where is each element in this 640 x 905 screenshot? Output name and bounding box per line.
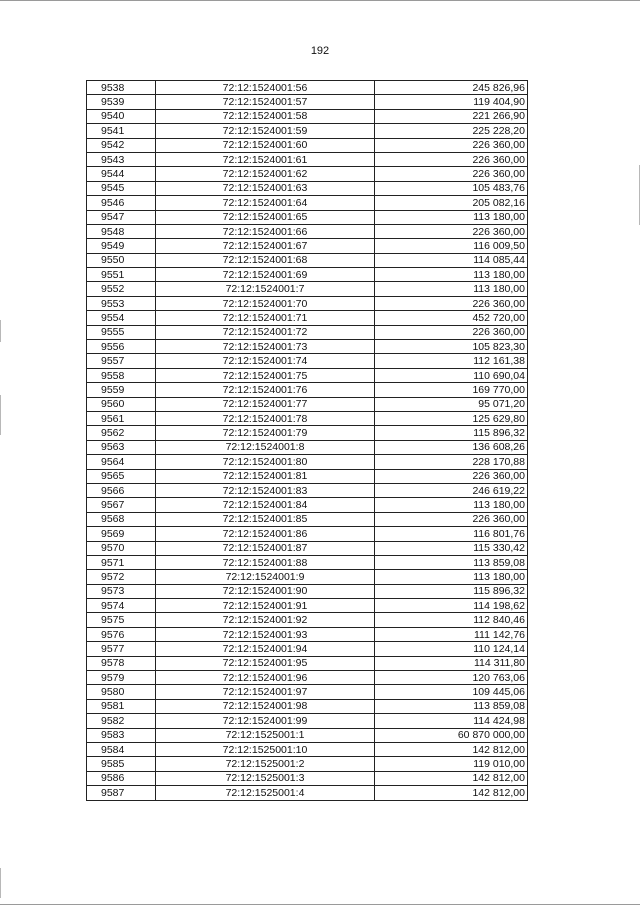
cadastral-number-cell: 72:12:1524001:84 xyxy=(156,498,375,512)
cadastral-number-cell: 72:12:1525001:10 xyxy=(156,742,375,756)
table-row xyxy=(87,95,528,109)
amount-cell: 125 629,80 xyxy=(375,411,528,425)
table-row xyxy=(87,498,528,512)
table-row xyxy=(87,714,528,728)
amount-cell: 246 619,22 xyxy=(375,483,528,497)
amount-cell: 113 859,08 xyxy=(375,699,528,713)
table-row xyxy=(87,757,528,771)
amount-cell: 113 859,08 xyxy=(375,555,528,569)
cadastral-number-cell: 72:12:1524001:92 xyxy=(156,613,375,627)
row-number-cell: 9549 xyxy=(87,239,156,253)
cadastral-number-cell: 72:12:1524001:81 xyxy=(156,469,375,483)
page-number: 192 xyxy=(310,45,330,57)
scan-mark-left xyxy=(0,868,1,898)
cadastral-number-cell: 72:12:1524001:86 xyxy=(156,527,375,541)
amount-cell: 115 896,32 xyxy=(375,426,528,440)
cadastral-number-cell: 72:12:1524001:96 xyxy=(156,671,375,685)
table-row xyxy=(87,138,528,152)
amount-cell: 226 360,00 xyxy=(375,296,528,310)
row-number-cell: 9551 xyxy=(87,268,156,282)
row-number-cell: 9540 xyxy=(87,109,156,123)
cadastral-number-cell: 72:12:1524001:69 xyxy=(156,268,375,282)
row-number-cell: 9577 xyxy=(87,642,156,656)
row-number-cell: 9543 xyxy=(87,152,156,166)
scan-mark-left xyxy=(0,395,1,435)
table-row xyxy=(87,613,528,627)
cadastral-number-cell: 72:12:1524001:93 xyxy=(156,627,375,641)
row-number-cell: 9581 xyxy=(87,699,156,713)
cadastral-number-cell: 72:12:1524001:67 xyxy=(156,239,375,253)
amount-cell: 112 840,46 xyxy=(375,613,528,627)
table-row xyxy=(87,483,528,497)
table-row xyxy=(87,771,528,785)
row-number-cell: 9572 xyxy=(87,570,156,584)
row-number-cell: 9586 xyxy=(87,771,156,785)
cadastral-number-cell: 72:12:1524001:56 xyxy=(156,81,375,95)
row-number-cell: 9542 xyxy=(87,138,156,152)
amount-cell: 105 483,76 xyxy=(375,181,528,195)
cadastral-number-cell: 72:12:1524001:73 xyxy=(156,340,375,354)
table-row xyxy=(87,728,528,742)
amount-cell: 226 360,00 xyxy=(375,167,528,181)
table-row xyxy=(87,527,528,541)
table-row xyxy=(87,455,528,469)
row-number-cell: 9560 xyxy=(87,397,156,411)
table-row xyxy=(87,81,528,95)
amount-cell: 111 142,76 xyxy=(375,627,528,641)
amount-cell: 228 170,88 xyxy=(375,455,528,469)
table-row xyxy=(87,239,528,253)
amount-cell: 114 198,62 xyxy=(375,599,528,613)
scan-edge-top xyxy=(0,0,640,1)
cadastral-number-cell: 72:12:1524001:88 xyxy=(156,555,375,569)
amount-cell: 114 085,44 xyxy=(375,253,528,267)
cadastral-number-cell: 72:12:1524001:59 xyxy=(156,124,375,138)
table-row xyxy=(87,671,528,685)
amount-cell: 221 266,90 xyxy=(375,109,528,123)
cadastral-number-cell: 72:12:1524001:91 xyxy=(156,599,375,613)
row-number-cell: 9553 xyxy=(87,296,156,310)
row-number-cell: 9566 xyxy=(87,483,156,497)
table-row xyxy=(87,786,528,800)
amount-cell: 113 180,00 xyxy=(375,570,528,584)
table-row xyxy=(87,340,528,354)
row-number-cell: 9555 xyxy=(87,325,156,339)
row-number-cell: 9570 xyxy=(87,541,156,555)
amount-cell: 225 228,20 xyxy=(375,124,528,138)
row-number-cell: 9584 xyxy=(87,742,156,756)
table-row xyxy=(87,325,528,339)
amount-cell: 226 360,00 xyxy=(375,469,528,483)
amount-cell: 116 801,76 xyxy=(375,527,528,541)
table-row xyxy=(87,354,528,368)
table-row xyxy=(87,584,528,598)
amount-cell: 205 082,16 xyxy=(375,196,528,210)
row-number-cell: 9582 xyxy=(87,714,156,728)
amount-cell: 109 445,06 xyxy=(375,685,528,699)
cadastral-number-cell: 72:12:1524001:63 xyxy=(156,181,375,195)
cadastral-number-cell: 72:12:1524001:61 xyxy=(156,152,375,166)
row-number-cell: 9568 xyxy=(87,512,156,526)
row-number-cell: 9576 xyxy=(87,627,156,641)
table-row xyxy=(87,224,528,238)
amount-cell: 120 763,06 xyxy=(375,671,528,685)
row-number-cell: 9578 xyxy=(87,656,156,670)
table-row xyxy=(87,570,528,584)
amount-cell: 226 360,00 xyxy=(375,138,528,152)
amount-cell: 114 424,98 xyxy=(375,714,528,728)
amount-cell: 113 180,00 xyxy=(375,282,528,296)
table-row xyxy=(87,699,528,713)
row-number-cell: 9558 xyxy=(87,368,156,382)
table-row xyxy=(87,152,528,166)
amount-cell: 142 812,00 xyxy=(375,771,528,785)
cadastral-number-cell: 72:12:1524001:62 xyxy=(156,167,375,181)
row-number-cell: 9574 xyxy=(87,599,156,613)
cadastral-number-cell: 72:12:1524001:9 xyxy=(156,570,375,584)
cadastral-number-cell: 72:12:1524001:8 xyxy=(156,440,375,454)
amount-cell: 142 812,00 xyxy=(375,742,528,756)
table-row xyxy=(87,512,528,526)
cadastral-number-cell: 72:12:1524001:85 xyxy=(156,512,375,526)
amount-cell: 105 823,30 xyxy=(375,340,528,354)
cadastral-number-cell: 72:12:1524001:72 xyxy=(156,325,375,339)
table-row xyxy=(87,685,528,699)
amount-cell: 110 690,04 xyxy=(375,368,528,382)
row-number-cell: 9567 xyxy=(87,498,156,512)
amount-cell: 114 311,80 xyxy=(375,656,528,670)
table-row xyxy=(87,642,528,656)
table-row xyxy=(87,411,528,425)
cadastral-number-cell: 72:12:1525001:3 xyxy=(156,771,375,785)
table-row xyxy=(87,397,528,411)
amount-cell: 60 870 000,00 xyxy=(375,728,528,742)
row-number-cell: 9554 xyxy=(87,311,156,325)
cadastral-number-cell: 72:12:1524001:94 xyxy=(156,642,375,656)
amount-cell: 110 124,14 xyxy=(375,642,528,656)
amount-cell: 112 161,38 xyxy=(375,354,528,368)
amount-cell: 226 360,00 xyxy=(375,152,528,166)
amount-cell: 245 826,96 xyxy=(375,81,528,95)
table-row xyxy=(87,742,528,756)
row-number-cell: 9569 xyxy=(87,527,156,541)
cadastral-number-cell: 72:12:1524001:66 xyxy=(156,224,375,238)
amount-cell: 116 009,50 xyxy=(375,239,528,253)
row-number-cell: 9550 xyxy=(87,253,156,267)
row-number-cell: 9562 xyxy=(87,426,156,440)
cadastral-number-cell: 72:12:1524001:77 xyxy=(156,397,375,411)
amount-cell: 136 608,26 xyxy=(375,440,528,454)
table-row xyxy=(87,181,528,195)
row-number-cell: 9575 xyxy=(87,613,156,627)
table-row xyxy=(87,426,528,440)
row-number-cell: 9557 xyxy=(87,354,156,368)
amount-cell: 169 770,00 xyxy=(375,383,528,397)
table-row xyxy=(87,541,528,555)
table-row xyxy=(87,383,528,397)
cadastral-number-cell: 72:12:1525001:2 xyxy=(156,757,375,771)
cadastral-number-cell: 72:12:1524001:58 xyxy=(156,109,375,123)
cadastral-number-cell: 72:12:1524001:78 xyxy=(156,411,375,425)
registry-table-body xyxy=(87,81,528,801)
row-number-cell: 9580 xyxy=(87,685,156,699)
table-row xyxy=(87,268,528,282)
table-row xyxy=(87,296,528,310)
cadastral-number-cell: 72:12:1524001:79 xyxy=(156,426,375,440)
amount-cell: 113 180,00 xyxy=(375,498,528,512)
table-row xyxy=(87,599,528,613)
table-row xyxy=(87,469,528,483)
row-number-cell: 9585 xyxy=(87,757,156,771)
cadastral-number-cell: 72:12:1525001:4 xyxy=(156,786,375,800)
row-number-cell: 9545 xyxy=(87,181,156,195)
amount-cell: 119 404,90 xyxy=(375,95,528,109)
amount-cell: 115 896,32 xyxy=(375,584,528,598)
table-row xyxy=(87,282,528,296)
cadastral-number-cell: 72:12:1524001:57 xyxy=(156,95,375,109)
table-row xyxy=(87,440,528,454)
row-number-cell: 9563 xyxy=(87,440,156,454)
amount-cell: 226 360,00 xyxy=(375,325,528,339)
cadastral-number-cell: 72:12:1524001:7 xyxy=(156,282,375,296)
table-row xyxy=(87,253,528,267)
row-number-cell: 9556 xyxy=(87,340,156,354)
cadastral-number-cell: 72:12:1524001:80 xyxy=(156,455,375,469)
row-number-cell: 9571 xyxy=(87,555,156,569)
row-number-cell: 9559 xyxy=(87,383,156,397)
cadastral-number-cell: 72:12:1524001:95 xyxy=(156,656,375,670)
cadastral-number-cell: 72:12:1524001:60 xyxy=(156,138,375,152)
table-row xyxy=(87,196,528,210)
row-number-cell: 9583 xyxy=(87,728,156,742)
amount-cell: 226 360,00 xyxy=(375,512,528,526)
cadastral-number-cell: 72:12:1524001:90 xyxy=(156,584,375,598)
cadastral-number-cell: 72:12:1524001:65 xyxy=(156,210,375,224)
row-number-cell: 9538 xyxy=(87,81,156,95)
amount-cell: 452 720,00 xyxy=(375,311,528,325)
table-row xyxy=(87,555,528,569)
amount-cell: 115 330,42 xyxy=(375,541,528,555)
table-row xyxy=(87,109,528,123)
row-number-cell: 9573 xyxy=(87,584,156,598)
row-number-cell: 9579 xyxy=(87,671,156,685)
cadastral-number-cell: 72:12:1524001:99 xyxy=(156,714,375,728)
cadastral-number-cell: 72:12:1524001:75 xyxy=(156,368,375,382)
row-number-cell: 9547 xyxy=(87,210,156,224)
table-row xyxy=(87,656,528,670)
cadastral-number-cell: 72:12:1524001:70 xyxy=(156,296,375,310)
table-row xyxy=(87,368,528,382)
cadastral-number-cell: 72:12:1524001:87 xyxy=(156,541,375,555)
amount-cell: 142 812,00 xyxy=(375,786,528,800)
cadastral-number-cell: 72:12:1524001:98 xyxy=(156,699,375,713)
cadastral-number-cell: 72:12:1525001:1 xyxy=(156,728,375,742)
cadastral-number-cell: 72:12:1524001:83 xyxy=(156,483,375,497)
cadastral-number-cell: 72:12:1524001:74 xyxy=(156,354,375,368)
cadastral-number-cell: 72:12:1524001:71 xyxy=(156,311,375,325)
row-number-cell: 9564 xyxy=(87,455,156,469)
table-row xyxy=(87,167,528,181)
cadastral-number-cell: 72:12:1524001:68 xyxy=(156,253,375,267)
row-number-cell: 9541 xyxy=(87,124,156,138)
amount-cell: 226 360,00 xyxy=(375,224,528,238)
amount-cell: 119 010,00 xyxy=(375,757,528,771)
row-number-cell: 9565 xyxy=(87,469,156,483)
row-number-cell: 9546 xyxy=(87,196,156,210)
table-row xyxy=(87,311,528,325)
row-number-cell: 9539 xyxy=(87,95,156,109)
row-number-cell: 9587 xyxy=(87,786,156,800)
table-row xyxy=(87,124,528,138)
amount-cell: 95 071,20 xyxy=(375,397,528,411)
amount-cell: 113 180,00 xyxy=(375,210,528,224)
row-number-cell: 9561 xyxy=(87,411,156,425)
cadastral-number-cell: 72:12:1524001:64 xyxy=(156,196,375,210)
table-row xyxy=(87,627,528,641)
amount-cell: 113 180,00 xyxy=(375,268,528,282)
registry-table xyxy=(86,80,528,801)
row-number-cell: 9552 xyxy=(87,282,156,296)
row-number-cell: 9544 xyxy=(87,167,156,181)
cadastral-number-cell: 72:12:1524001:97 xyxy=(156,685,375,699)
cadastral-number-cell: 72:12:1524001:76 xyxy=(156,383,375,397)
row-number-cell: 9548 xyxy=(87,224,156,238)
table-row xyxy=(87,210,528,224)
scan-mark-left xyxy=(0,320,1,342)
